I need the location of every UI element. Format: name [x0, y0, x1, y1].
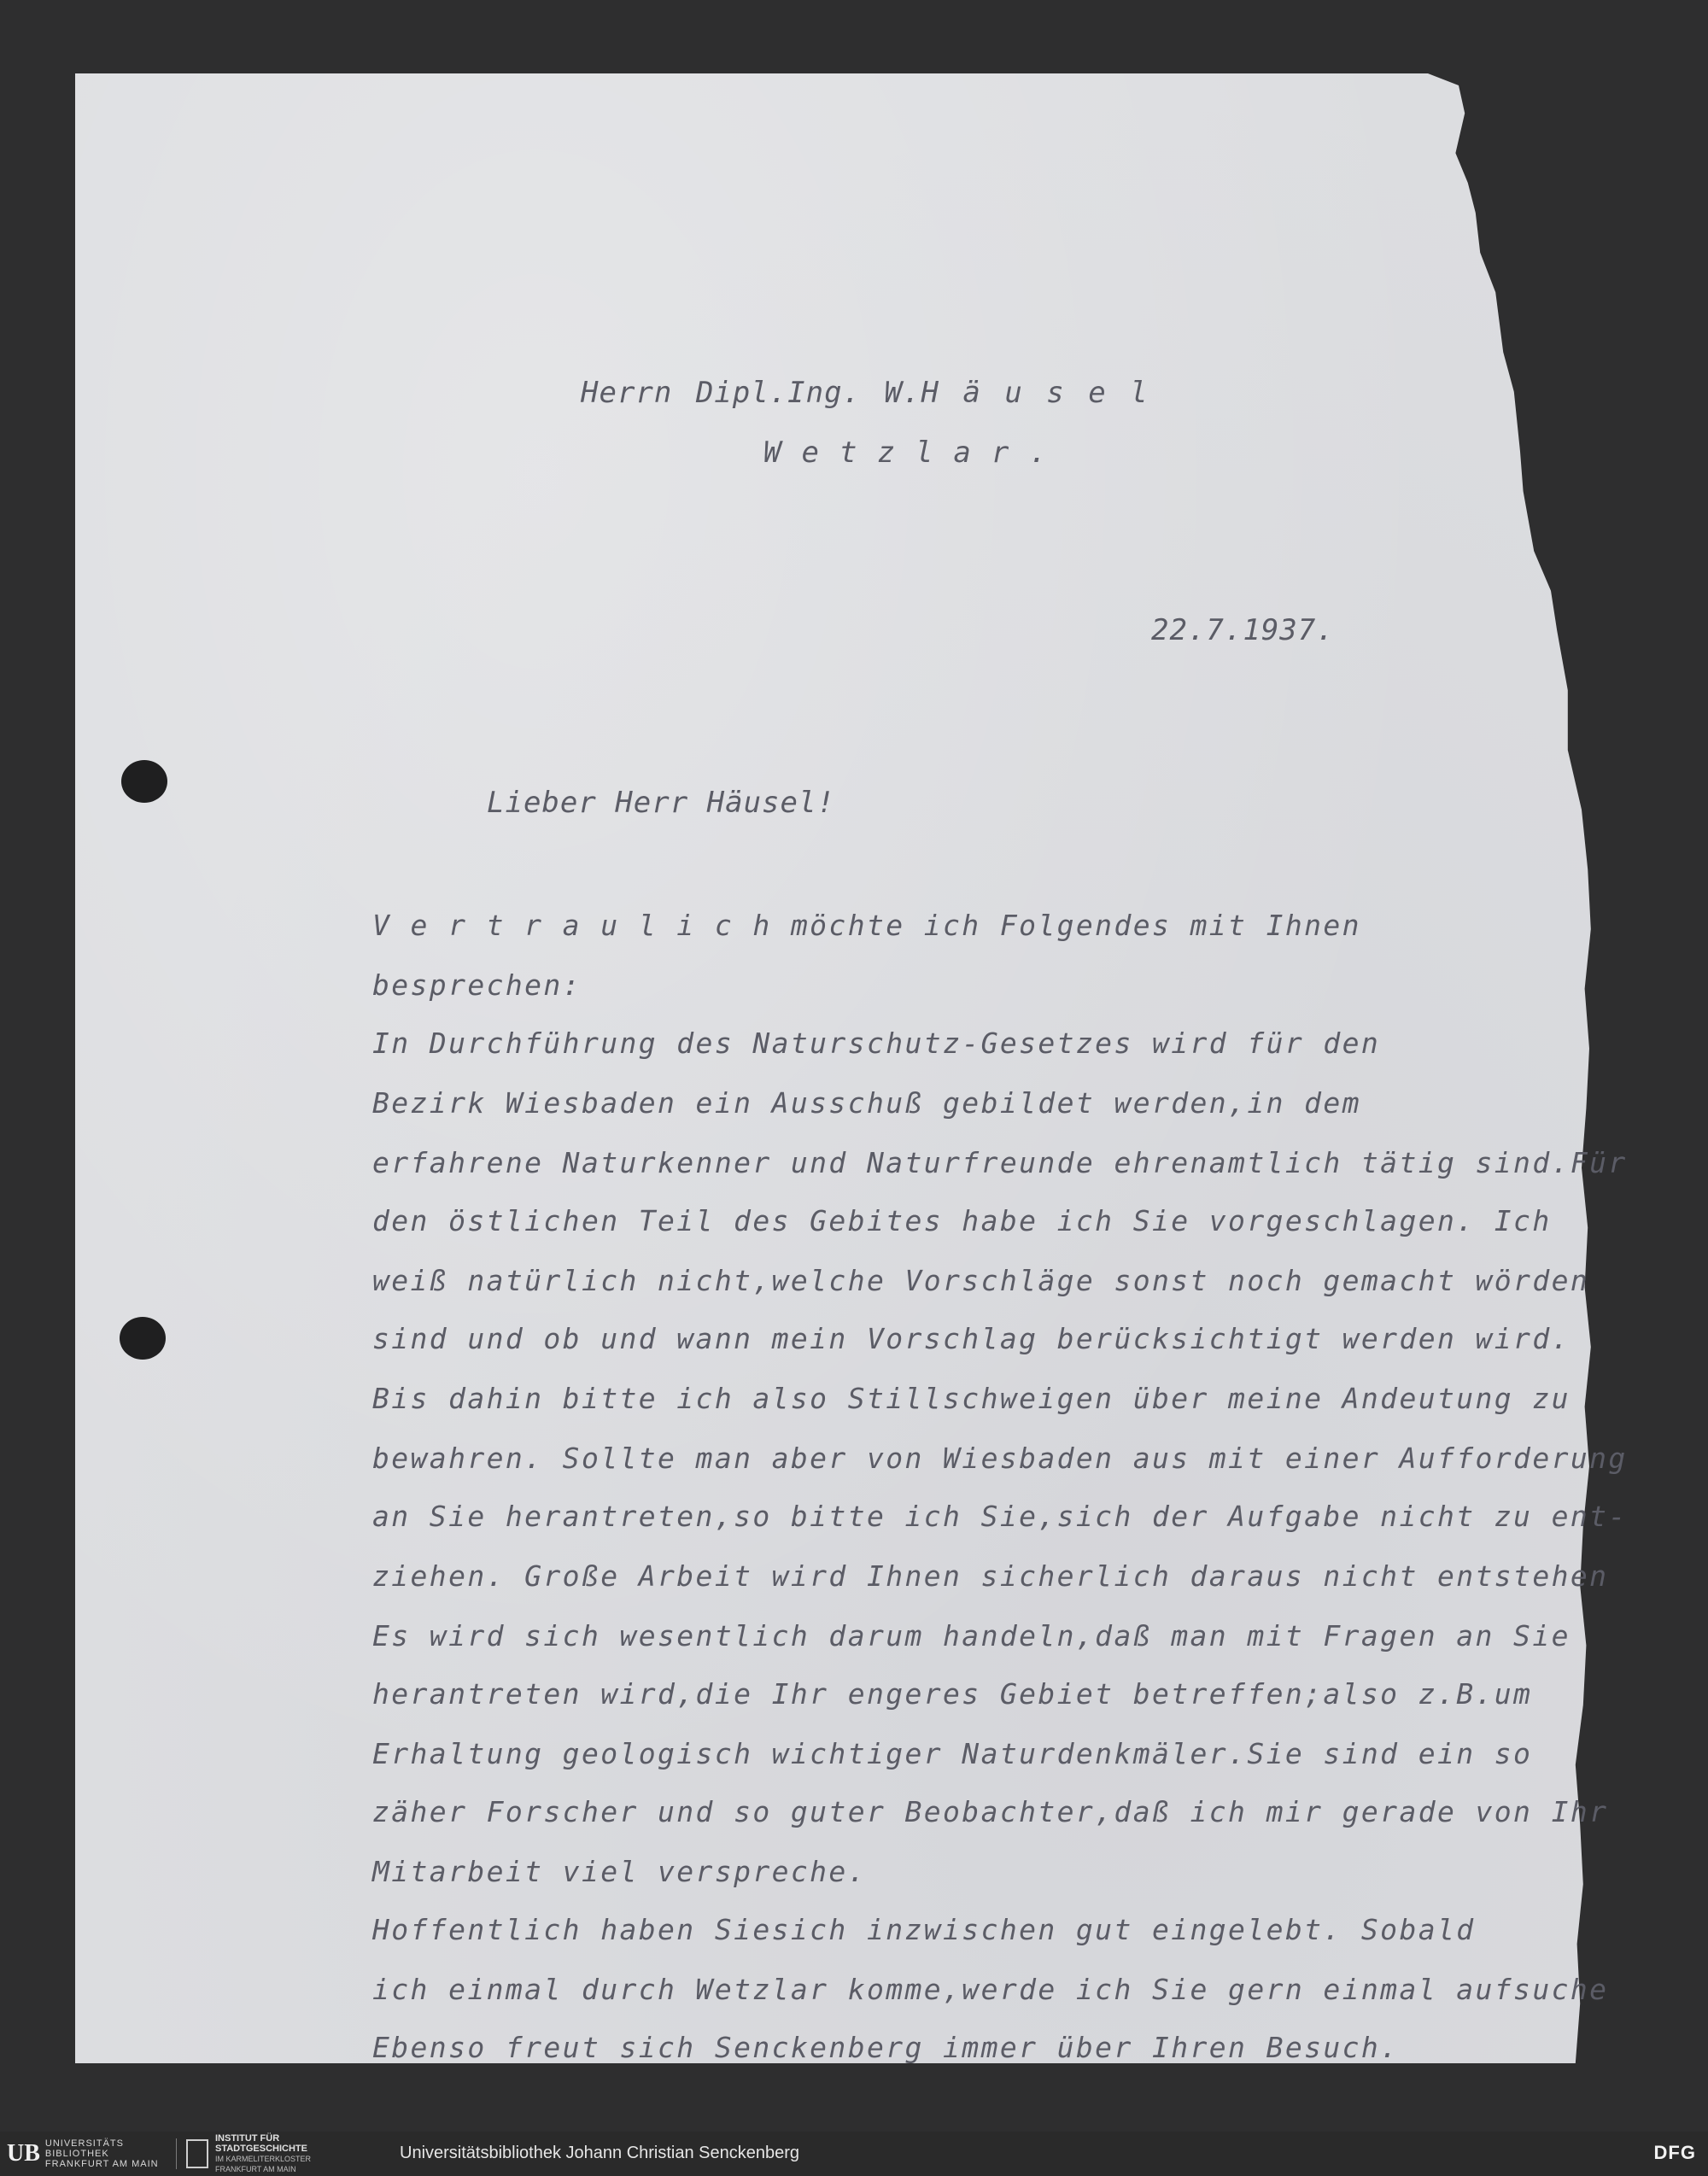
institute-logo-icon	[186, 2139, 208, 2168]
ub-logo-text-line: UNIVERSITÄTS	[44, 2138, 124, 2149]
letter-date: 22.7.1937.	[1151, 613, 1335, 647]
institute-logo-text-line: INSTITUT FÜR	[215, 2133, 280, 2144]
body-line: herantreten wird,die Ihr engeres Gebiet betreffen;also z.B.um	[372, 1677, 1533, 1711]
body-line: weiß natürlich nicht,welche Vorschläge sonst noch gemacht wörden	[372, 1264, 1590, 1297]
ub-logo-text	[45, 2138, 159, 2169]
body-line: Es wird sich wesentlich darum handeln,daß man mit Fragen an Sie	[372, 1619, 1571, 1652]
library-name: Universitätsbibliothek Johann Christian Senckenberg	[400, 2144, 800, 2162]
ub-logo-mark: UB	[7, 2140, 40, 2167]
salutation: Lieber Herr Häusel!	[487, 786, 835, 820]
ub-logo[interactable]	[7, 2138, 159, 2169]
body-line: In Durchführung des Naturschutz-Gesetzes wird für den	[372, 1027, 1381, 1060]
institute-logo-text	[215, 2133, 311, 2174]
body-line: Ebenso freut sich Senckenberg immer über Ihren Besuch.	[372, 2031, 1400, 2064]
footer-divider	[176, 2138, 177, 2169]
punch-hole-top	[121, 760, 167, 803]
body-line: zäher Forscher und so guter Beobachter,daß ich mir gerade von Ihr	[372, 1795, 1609, 1828]
footer-bar	[0, 2132, 1708, 2176]
ub-logo-text-line: FRANKFURT AM MAIN	[44, 2159, 159, 2169]
institute-logo-text-line: STADTGESCHICHTE	[215, 2144, 307, 2154]
institute-logo-text-line: IM KARMELITERKLOSTER	[215, 2155, 312, 2163]
body-line: an Sie herantreten,so bitte ich Sie,sich der Aufgabe nicht zu ent-	[372, 1500, 1628, 1533]
dfg-logo[interactable]: DFG	[1653, 2142, 1696, 2163]
body-line: besprechen:	[372, 968, 582, 1002]
body-line: bewahren. Sollte man aber von Wiesbaden aus mit einer Aufforderung	[372, 1442, 1628, 1475]
recipient-city: Wetzlar.	[763, 436, 1068, 470]
body-line: den östlichen Teil des Gebites habe ich Sie vorgeschlagen. Ich	[372, 1204, 1552, 1237]
punch-hole-bottom	[120, 1317, 166, 1360]
recipient-name: Herrn Dipl.Ing. W.H ä u s e l	[581, 376, 1149, 410]
body-line: Bis dahin bitte ich also Stillschweigen über meine Andeutung zu	[372, 1382, 1571, 1415]
body-line: ich einmal durch Wetzlar komme,werde ich Sie gern einmal aufsuche	[372, 1973, 1609, 2006]
institute-logo[interactable]	[186, 2133, 312, 2173]
institute-logo-text-line: FRANKFURT AM MAIN	[215, 2165, 296, 2173]
body-line: erfahrene Naturkenner und Naturfreunde ehrenamtlich tätig sind.Für	[372, 1146, 1628, 1179]
body-line: V e r t r a u l i c h möchte ich Folgendes mit Ihnen	[372, 909, 1361, 942]
body-line: Mitarbeit viel verspreche.	[372, 1855, 867, 1888]
body-line: Erhaltung geologisch wichtiger Naturdenkmäler.Sie sind ein so	[372, 1737, 1533, 1770]
body-line: Hoffentlich haben Siesich inzwischen gut eingelebt. Sobald	[372, 1913, 1476, 1946]
body-line: sind und ob und wann mein Vorschlag berücksichtigt werden wird.	[372, 1322, 1571, 1355]
ub-logo-text-line: BIBLIOTHEK	[44, 2149, 109, 2159]
body-line: ziehen. Große Arbeit wird Ihnen sicherlich daraus nicht entstehen	[372, 1559, 1609, 1593]
body-line: Bezirk Wiesbaden ein Ausschuß gebildet werden,in dem	[372, 1086, 1361, 1120]
